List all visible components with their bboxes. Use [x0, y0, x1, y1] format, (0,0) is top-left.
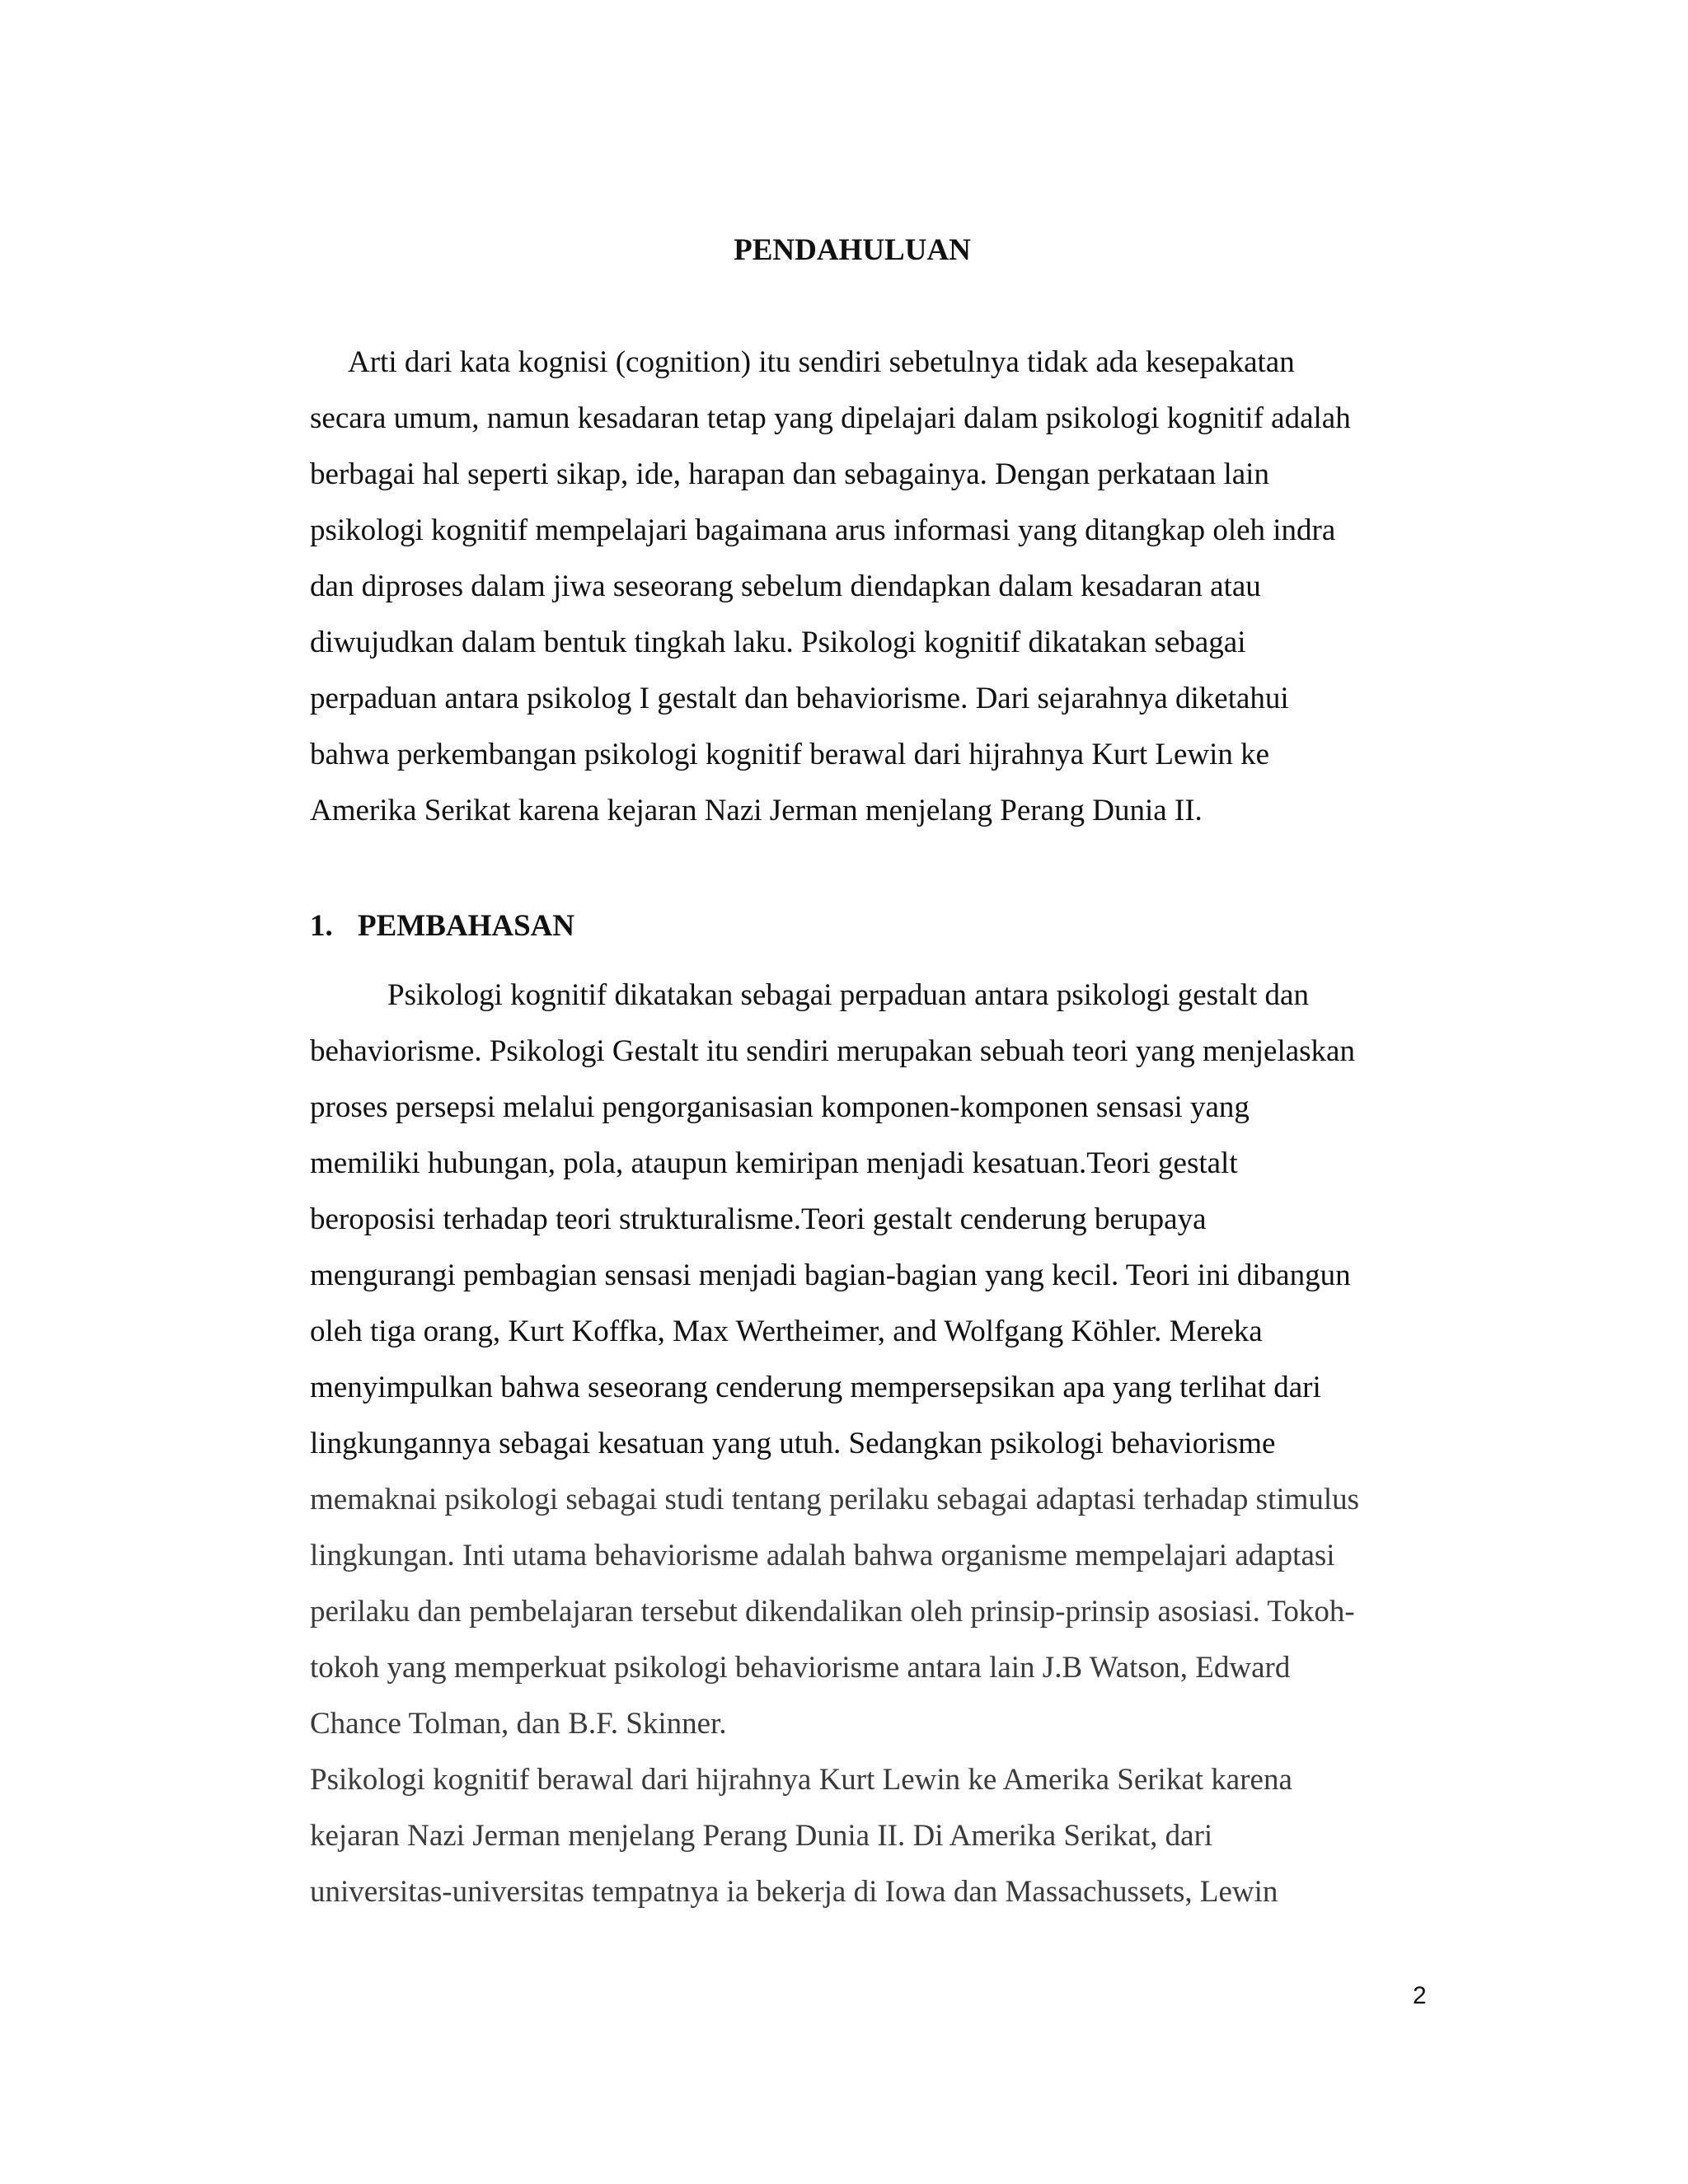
- body-line-8: menyimpulkan bahwa seseorang cenderung mempersepsikan apa yang terlihat dari: [310, 1371, 1321, 1404]
- section-heading: [310, 908, 574, 944]
- body-line-1: Psikologi kognitif dikatakan sebagai perpaduan antara psikologi gestalt dan: [387, 978, 1309, 1012]
- intro-line-4: psikologi kognitif mempelajari bagaimana arus informasi yang ditangkap oleh indra: [310, 513, 1336, 547]
- body-line-2: behaviorisme. Psikologi Gestalt itu sendiri merupakan sebuah teori yang menjelaskan: [310, 1034, 1355, 1068]
- body-line-17: universitas-universitas tempatnya ia bekerja di Iowa dan Massachussets, Lewin: [310, 1875, 1278, 1909]
- body-line-15: Psikologi kognitif berawal dari hijrahnya Kurt Lewin ke Amerika Serikat karena: [310, 1763, 1292, 1797]
- intro-line-9: Amerika Serikat karena kejaran Nazi Jerman menjelang Perang Dunia II.: [310, 794, 1203, 827]
- intro-line-2: secara umum, namun kesadaran tetap yang dipelajari dalam psikologi kognitif adalah: [310, 401, 1351, 435]
- body-line-10: memaknai psikologi sebagai studi tentang perilaku sebagai adaptasi terhadap stimulus: [310, 1483, 1360, 1516]
- section-number: 1.: [310, 909, 333, 943]
- body-line-14: Chance Tolman, dan B.F. Skinner.: [310, 1707, 727, 1741]
- intro-line-3: berbagai hal seperti sikap, ide, harapan dan sebagainya. Dengan perkataan lain: [310, 457, 1269, 491]
- body-line-7: oleh tiga orang, Kurt Koffka, Max Wertheimer, and Wolfgang Köhler. Mereka: [310, 1315, 1263, 1348]
- intro-line-6: diwujudkan dalam bentuk tingkah laku. Psikologi kognitif dikatakan sebagai: [310, 626, 1246, 659]
- section-heading-text: PEMBAHASAN: [358, 909, 575, 943]
- page-number: 2: [1413, 1982, 1427, 2009]
- intro-line-5: dan diproses dalam jiwa seseorang sebelum diendapkan dalam kesadaran atau: [310, 569, 1261, 603]
- body-line-11: lingkungan. Inti utama behaviorisme adalah bahwa organisme mempelajari adaptasi: [310, 1539, 1335, 1572]
- body-line-3: proses persepsi melalui pengorganisasian komponen-komponen sensasi yang: [310, 1090, 1250, 1124]
- body-line-4: memiliki hubungan, pola, ataupun kemiripan menjadi kesatuan.Teori gestalt: [310, 1146, 1238, 1180]
- body-line-6: mengurangi pembagian sensasi menjadi bagian-bagian yang kecil. Teori ini dibangun: [310, 1258, 1351, 1292]
- intro-line-1: Arti dari kata kognisi (cognition) itu sendiri sebetulnya tidak ada kesepakatan: [348, 345, 1295, 379]
- body-line-5: beroposisi terhadap teori strukturalisme.Teori gestalt cenderung berupaya: [310, 1202, 1207, 1236]
- page-title: PENDAHULUAN: [734, 233, 971, 267]
- intro-line-7: perpaduan antara psikolog I gestalt dan behaviorisme. Dari sejarahnya diketahui: [310, 682, 1289, 715]
- body-line-9: lingkungannya sebagai kesatuan yang utuh. Sedangkan psikologi behaviorisme: [310, 1427, 1276, 1460]
- body-line-16: kejaran Nazi Jerman menjelang Perang Dunia II. Di Amerika Serikat, dari: [310, 1819, 1213, 1853]
- intro-line-8: bahwa perkembangan psikologi kognitif berawal dari hijrahnya Kurt Lewin ke: [310, 738, 1270, 771]
- body-line-13: tokoh yang memperkuat psikologi behaviorisme antara lain J.B Watson, Edward: [310, 1651, 1291, 1685]
- body-line-12: perilaku dan pembelajaran tersebut dikendalikan oleh prinsip-prinsip asosiasi. Tokoh-: [310, 1595, 1355, 1629]
